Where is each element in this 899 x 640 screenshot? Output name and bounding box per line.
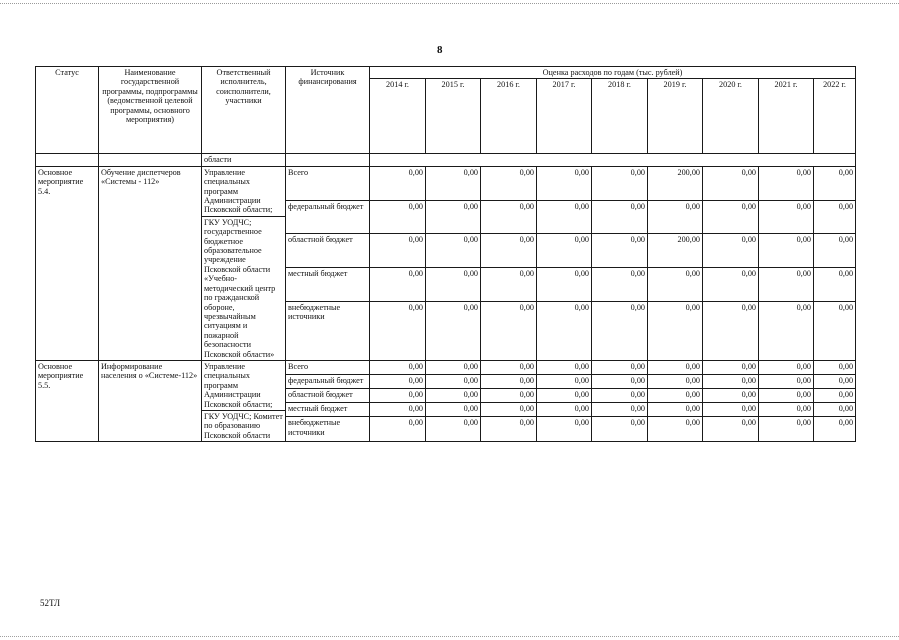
amount-cell: 0,00	[537, 301, 592, 360]
amount-cell: 0,00	[537, 267, 592, 301]
responsible-part: ГКУ УОДЧС; Комитет по образованию Псковской области	[202, 410, 285, 441]
header-name: Наименование государственной программы, подпрограммы (ведомственной целевой программы, основного мероприятия)	[99, 67, 202, 154]
amount-cell: 200,00	[648, 234, 703, 268]
amount-cell: 0,00	[703, 375, 759, 389]
amount-cell: 0,00	[592, 166, 648, 200]
amount-cell: 0,00	[648, 360, 703, 374]
amount-cell: 0,00	[648, 375, 703, 389]
amount-cell: 0,00	[426, 389, 481, 403]
amount-cell: 0,00	[370, 267, 426, 301]
amount-cell: 0,00	[703, 166, 759, 200]
amount-cell: 0,00	[648, 417, 703, 442]
amount-cell: 0,00	[481, 200, 537, 234]
amount-cell: 0,00	[759, 403, 814, 417]
amount-cell: 0,00	[537, 360, 592, 374]
amount-cell: 0,00	[426, 375, 481, 389]
amount-cell: 0,00	[481, 360, 537, 374]
amount-cell: 0,00	[537, 389, 592, 403]
funding-source-cell: областной бюджет	[286, 234, 370, 268]
funding-source-cell: Всего	[286, 166, 370, 200]
amount-cell: 0,00	[426, 166, 481, 200]
amount-cell: 0,00	[592, 301, 648, 360]
header-row	[36, 67, 856, 79]
amount-cell: 0,00	[592, 403, 648, 417]
amount-cell: 0,00	[370, 389, 426, 403]
amount-cell: 0,00	[592, 389, 648, 403]
continuation-row	[36, 154, 856, 166]
amount-cell: 0,00	[703, 389, 759, 403]
amount-cell: 0,00	[814, 403, 856, 417]
budget-table	[35, 66, 856, 442]
amount-cell: 0,00	[759, 389, 814, 403]
amount-cell: 0,00	[648, 389, 703, 403]
responsible-cell	[202, 166, 286, 360]
scan-edge-top	[0, 3, 899, 4]
amount-cell: 0,00	[814, 166, 856, 200]
page-number: 8	[437, 44, 443, 56]
header-year: 2015 г.	[426, 79, 481, 154]
amount-cell: 0,00	[814, 389, 856, 403]
amount-cell: 0,00	[759, 360, 814, 374]
header-source: Источник финансирования	[286, 67, 370, 154]
amount-cell: 0,00	[370, 234, 426, 268]
amount-cell: 0,00	[426, 301, 481, 360]
responsible-part: Управление специальных программ Администрации Псковской области;	[204, 167, 273, 215]
funding-source-cell: федеральный бюджет	[286, 200, 370, 234]
amount-cell: 0,00	[648, 301, 703, 360]
amount-cell: 0,00	[592, 360, 648, 374]
amount-cell: 0,00	[814, 234, 856, 268]
amount-cell: 0,00	[814, 417, 856, 442]
amount-cell: 0,00	[703, 267, 759, 301]
amount-cell: 0,00	[481, 403, 537, 417]
amount-cell: 0,00	[481, 389, 537, 403]
amount-cell: 0,00	[370, 166, 426, 200]
funding-source-cell: Всего	[286, 360, 370, 374]
status-cell: Основное мероприятие 5.5.	[36, 360, 99, 441]
funding-source-cell: местный бюджет	[286, 403, 370, 417]
header-estimate: Оценка расходов по годам (тыс. рублей)	[370, 67, 856, 79]
amount-cell: 0,00	[814, 267, 856, 301]
status-cell: Основное мероприятие 5.4.	[36, 166, 99, 360]
header-year: 2016 г.	[481, 79, 537, 154]
amount-cell: 0,00	[592, 375, 648, 389]
amount-cell: 0,00	[759, 234, 814, 268]
amount-cell: 0,00	[703, 301, 759, 360]
amount-cell: 0,00	[537, 403, 592, 417]
amount-cell: 0,00	[703, 360, 759, 374]
amount-cell: 0,00	[481, 234, 537, 268]
amount-cell: 0,00	[481, 301, 537, 360]
footer-code: 52ТЛ	[40, 598, 61, 608]
amount-cell: 0,00	[648, 403, 703, 417]
amount-cell: 0,00	[370, 200, 426, 234]
responsible-cell	[202, 360, 286, 441]
header-year: 2019 г.	[648, 79, 703, 154]
header-status: Статус	[36, 67, 99, 154]
amount-cell: 0,00	[426, 403, 481, 417]
amount-cell: 0,00	[759, 375, 814, 389]
amount-cell: 0,00	[537, 200, 592, 234]
amount-cell: 0,00	[537, 166, 592, 200]
amount-cell: 0,00	[703, 200, 759, 234]
header-responsible: Ответственный исполнитель, соисполнители, участники	[202, 67, 286, 154]
amount-cell: 0,00	[426, 360, 481, 374]
measure-name-cell: Информирование населения о «Системе-112»	[99, 360, 202, 441]
amount-cell: 0,00	[426, 234, 481, 268]
amount-cell: 0,00	[759, 417, 814, 442]
amount-cell: 0,00	[481, 375, 537, 389]
header-year: 2022 г.	[814, 79, 856, 154]
amount-cell: 0,00	[759, 200, 814, 234]
amount-cell: 0,00	[481, 166, 537, 200]
amount-cell: 0,00	[426, 417, 481, 442]
amount-cell: 0,00	[592, 200, 648, 234]
scan-edge-bottom	[0, 636, 899, 637]
header-year: 2017 г.	[537, 79, 592, 154]
amount-cell: 0,00	[592, 267, 648, 301]
header-year: 2020 г.	[703, 79, 759, 154]
amount-cell: 0,00	[537, 417, 592, 442]
amount-cell: 0,00	[592, 417, 648, 442]
amount-cell: 0,00	[370, 417, 426, 442]
amount-cell: 0,00	[703, 234, 759, 268]
funding-source-cell: внебюджетные источники	[286, 301, 370, 360]
funding-source-cell: внебюджетные источники	[286, 417, 370, 442]
amount-cell: 0,00	[481, 417, 537, 442]
funding-source-cell: областной бюджет	[286, 389, 370, 403]
amount-cell: 0,00	[481, 267, 537, 301]
amount-cell: 0,00	[814, 375, 856, 389]
amount-cell: 0,00	[370, 403, 426, 417]
amount-cell: 0,00	[426, 267, 481, 301]
header-year: 2014 г.	[370, 79, 426, 154]
amount-cell: 0,00	[759, 166, 814, 200]
amount-cell: 0,00	[370, 360, 426, 374]
amount-cell: 200,00	[648, 166, 703, 200]
header-year: 2018 г.	[592, 79, 648, 154]
amount-cell: 0,00	[703, 417, 759, 442]
amount-cell: 0,00	[370, 375, 426, 389]
amount-cell: 0,00	[759, 267, 814, 301]
measure-name-cell: Обучение диспетчеров «Системы - 112»	[99, 166, 202, 360]
header-year: 2021 г.	[759, 79, 814, 154]
funding-source-cell: местный бюджет	[286, 267, 370, 301]
amount-cell: 0,00	[537, 234, 592, 268]
amount-cell: 0,00	[703, 403, 759, 417]
continuation-text: области	[202, 154, 286, 166]
table-row	[36, 166, 856, 200]
amount-cell: 0,00	[426, 200, 481, 234]
amount-cell: 0,00	[759, 301, 814, 360]
amount-cell: 0,00	[537, 375, 592, 389]
amount-cell: 0,00	[814, 301, 856, 360]
responsible-part: Управление специальных программ Администрации Псковской области;	[204, 361, 273, 409]
funding-source-cell: федеральный бюджет	[286, 375, 370, 389]
responsible-part: ГКУ УОДЧС; государственное бюджетное образовательное учреждение Псковской области «Учебно-методический центр по гражданской обороне, чрезвычайным ситуациям и пожарной безопасности Псковской области»	[202, 216, 285, 360]
amount-cell: 0,00	[814, 200, 856, 234]
amount-cell: 0,00	[648, 267, 703, 301]
amount-cell: 0,00	[592, 234, 648, 268]
amount-cell: 0,00	[814, 360, 856, 374]
table-row	[36, 360, 856, 374]
amount-cell: 0,00	[370, 301, 426, 360]
amount-cell: 0,00	[648, 200, 703, 234]
